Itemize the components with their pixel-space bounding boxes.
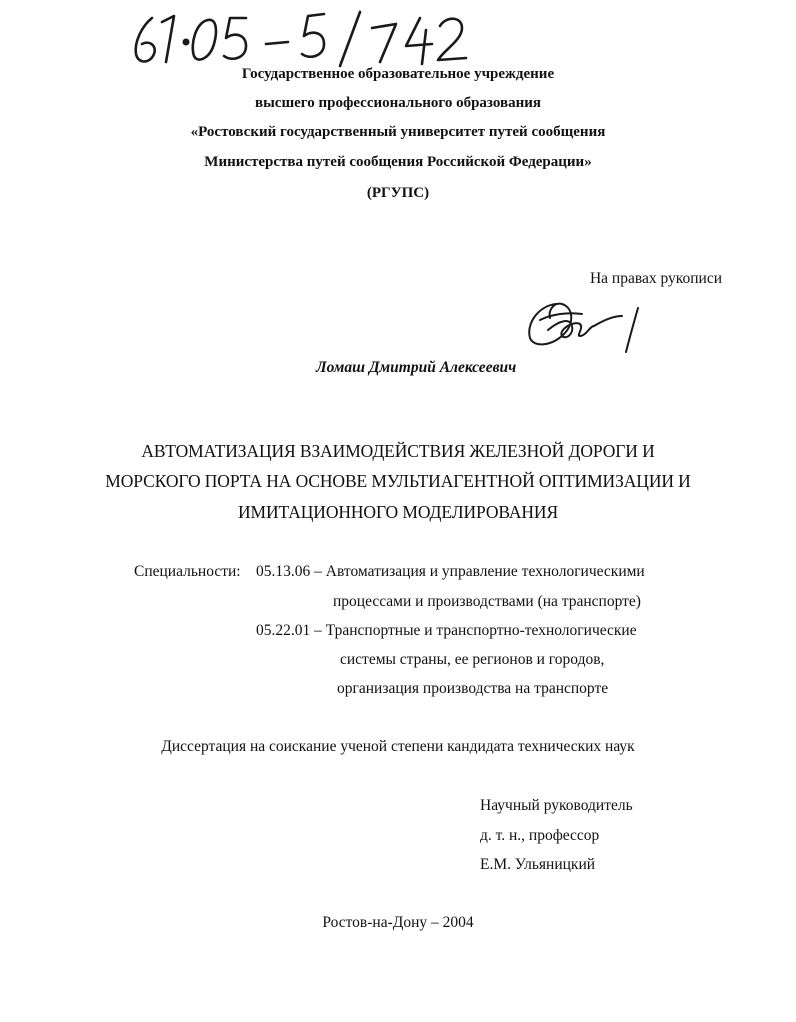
title-line-1: АВТОМАТИЗАЦИЯ ВЗАИМОДЕЙСТВИЯ ЖЕЛЕЗНОЙ ДОРОГИ И [141, 441, 655, 461]
specialty-2-line: 05.22.01 – Транспортные и транспортно-технологические [256, 622, 637, 639]
specialty-1-line: 05.13.06 – Автоматизация и управление технологическими [256, 563, 645, 580]
specialty-1-continuation: процессами и производствами (на транспорте) [333, 593, 641, 610]
institution-line-1: Государственное образовательное учреждение [241, 66, 555, 82]
supervisor-degree: д. т. н., профессор [480, 827, 600, 844]
institution-line-3: «Ростовский государственный университет путей сообщения [190, 124, 606, 140]
specialty-2-continuation-2: организация производства на транспорте [337, 680, 609, 697]
supervisor-name: Е.М. Ульяницкий [480, 856, 596, 873]
supervisor-role: Научный руководитель [480, 797, 633, 814]
author-name: Ломаш Дмитрий Алексеевич [316, 359, 517, 376]
specialty-2-continuation-1: системы страны, ее регионов и городов, [340, 651, 605, 668]
handwritten-archive-number [128, 4, 473, 70]
dissertation-statement: Диссертация на соискание ученой степени кандидата технических наук [161, 738, 635, 755]
place-and-year: Ростов-на-Дону – 2004 [322, 914, 474, 931]
institution-abbreviation: (РГУПС) [366, 185, 430, 201]
author-signature [518, 290, 658, 360]
institution-line-4: Министерства путей сообщения Российской Федерации» [204, 154, 592, 170]
title-line-2: МОРСКОГО ПОРТА НА ОСНОВЕ МУЛЬТИАГЕНТНОЙ ОПТИМИЗАЦИИ И [105, 471, 691, 491]
title-line-3: ИМИТАЦИОННОГО МОДЕЛИРОВАНИЯ [237, 502, 559, 522]
manuscript-note: На правах рукописи [589, 270, 722, 287]
specialties-label: Специальности: [134, 563, 241, 580]
institution-line-2: высшего профессионального образования [254, 95, 541, 111]
